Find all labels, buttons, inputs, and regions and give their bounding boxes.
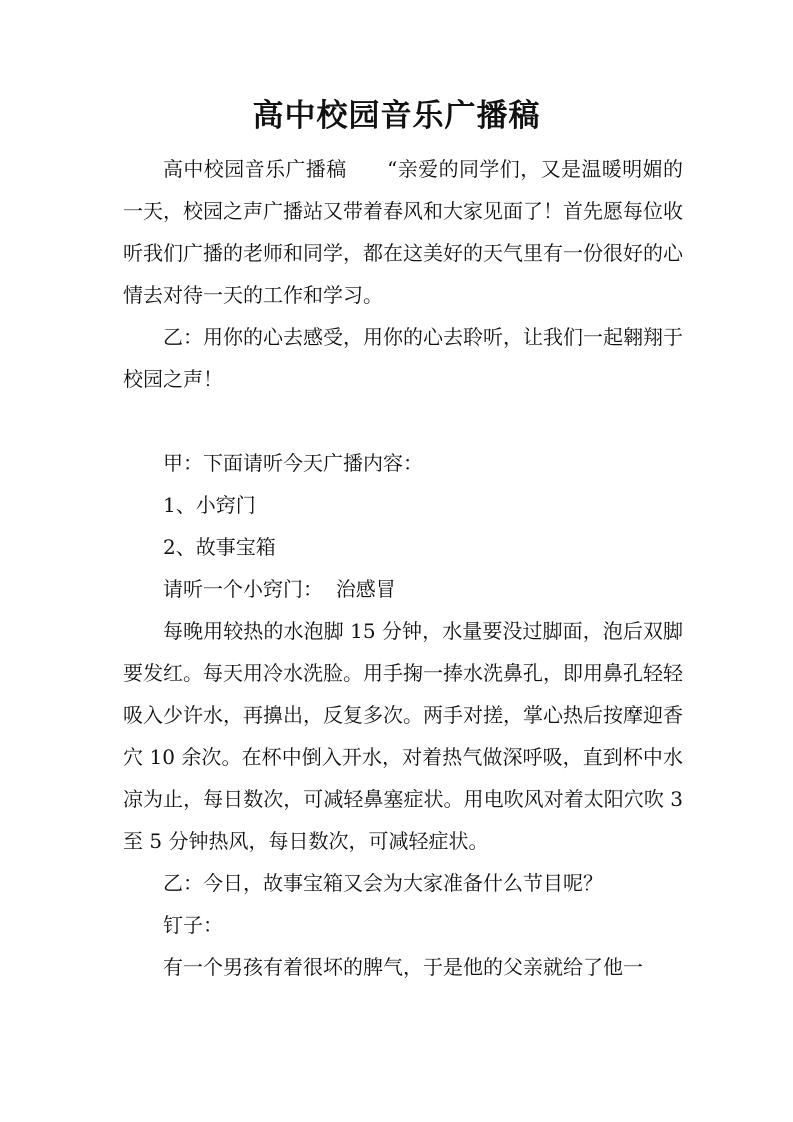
paragraph-tip-body: 每晚用较热的水泡脚 15 分钟，水量要没过脚面，泡后双脚要发红。每天用冷水洗脸。用手掬一捧水洗鼻孔，即用鼻孔轻轻吸入少许水，再擤出，反复多次。两手对搓，掌心热后按摩迎香穴 10 余次。在杯中倒入开水，对着热气做深呼吸，直到杯中水凉为止，每日数次，可减轻鼻塞症状。用电吹风对着太阳穴吹 3 至 5 分钟热风，每日数次，可减轻症状。: [123, 619, 683, 853]
paragraph-yi-1: 乙：用你的心去感受，用你的心去聆听，让我们一起翱翔于校园之声！: [123, 325, 683, 391]
paragraph-tip-heading: 请听一个小窍门： 治感冒: [163, 577, 396, 601]
paragraph-yi-2: 乙：今日，故事宝箱又会为大家准备什么节目呢？: [163, 871, 603, 895]
list-item-1: 1、小窍门: [163, 493, 256, 517]
list-item-2: 2、故事宝箱: [163, 535, 276, 559]
paragraph-story-title: 钉子：: [163, 913, 223, 937]
document-body: [123, 148, 683, 988]
page-title: 高中校园音乐广播稿: [252, 98, 541, 134]
blank-line: [123, 400, 683, 442]
paragraph-jia-1: 甲：下面请听今天广播内容：: [163, 451, 423, 475]
paragraph-intro: 高中校园音乐广播稿 “亲爱的同学们，又是温暖明媚的一天，校园之声广播站又带着春风和大家见面了！首先愿每位收听我们广播的老师和同学，都在这美好的天气里有一份很好的心情去对待一天的工作和学习。: [123, 157, 683, 307]
paragraph-story-body: 有一个男孩有着很坏的脾气，于是他的父亲就给了他一: [163, 955, 643, 979]
